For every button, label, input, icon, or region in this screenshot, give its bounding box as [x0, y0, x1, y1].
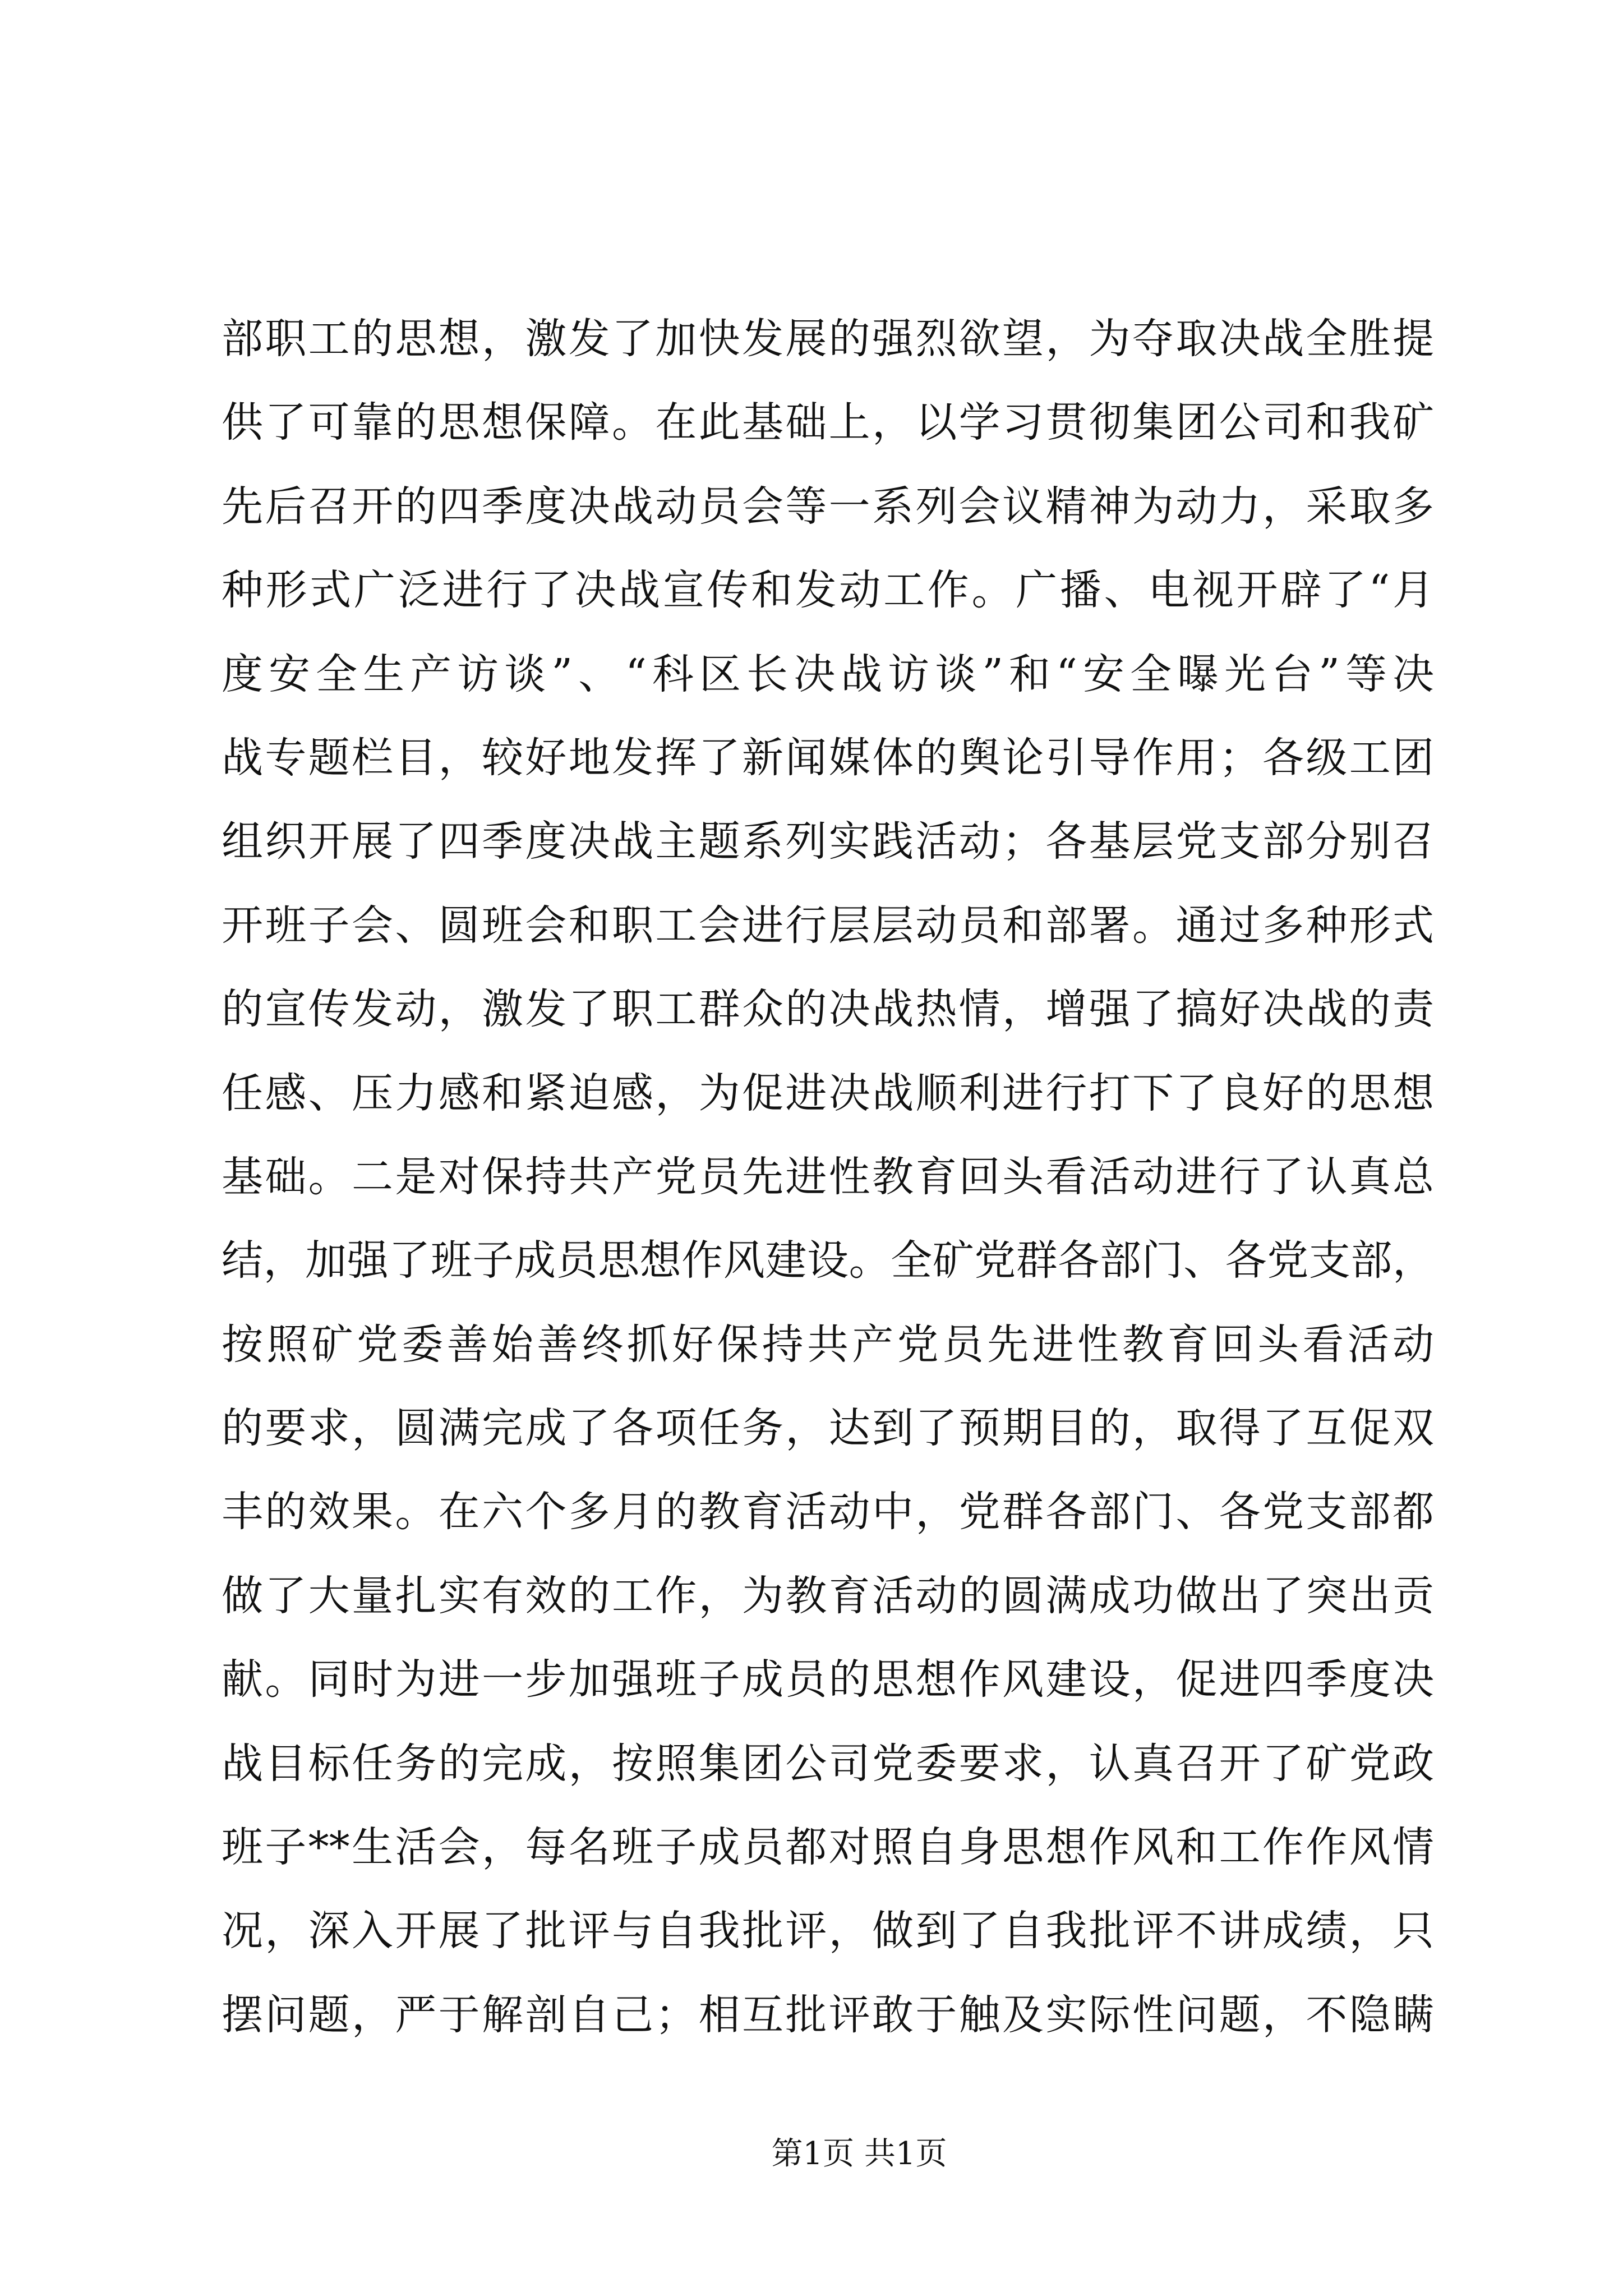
text-line: 先后召开的四季度决战动员会等一系列会议精神为动力，采取多 [222, 482, 1434, 531]
text-line: 丰的效果。在六个多月的教育活动中，党群各部门、各党支部都 [222, 1488, 1434, 1536]
text-line: 战目标任务的完成，按照集团公司党委要求，认真召开了矿党政 [222, 1739, 1434, 1788]
text-line: 的宣传发动，激发了职工群众的决战热情，增强了搞好决战的责 [222, 985, 1434, 1034]
text-line: 结，加强了班子成员思想作风建设。全矿党群各部门、各党支部， [222, 1236, 1434, 1285]
text-line: 度安全生产访谈”、“科区长决战访谈”和“安全曝光台”等决 [222, 650, 1434, 698]
text-line: 的要求，圆满完成了各项任务，达到了预期目的，取得了互促双 [222, 1404, 1434, 1453]
text-line: 种形式广泛进行了决战宣传和发动工作。广播、电视开辟了“月 [222, 566, 1434, 615]
text-line: 摆问题，严于解剖自己；相互批评敢于触及实际性问题，不隐瞒 [222, 1990, 1434, 2039]
text-line: 组织开展了四季度决战主题系列实践活动；各基层党支部分别召 [222, 817, 1434, 866]
text-line: 班子**生活会，每名班子成员都对照自身思想作风和工作作风情 [222, 1823, 1434, 1872]
text-line: 供了可靠的思想保障。在此基础上，以学习贯彻集团公司和我矿 [222, 398, 1434, 447]
text-line: 况，深入开展了批评与自我批评，做到了自我批评不讲成绩，只 [222, 1907, 1434, 1955]
page-number-footer: 第1页 共1页 [771, 2136, 947, 2172]
text-line: 做了大量扎实有效的工作，为教育活动的圆满成功做出了突出贡 [222, 1571, 1434, 1620]
text-line: 战专题栏目，较好地发挥了新闻媒体的舆论引导作用；各级工团 [222, 733, 1434, 782]
text-line: 任感、压力感和紧迫感，为促进决战顺利进行打下了良好的思想 [222, 1069, 1434, 1117]
text-line: 部职工的思想，激发了加快发展的强烈欲望，为夺取决战全胜提 [222, 315, 1434, 363]
text-line: 按照矿党委善始善终抓好保持共产党员先进性教育回头看活动 [222, 1320, 1434, 1369]
text-line: 献。同时为进一步加强班子成员的思想作风建设，促进四季度决 [222, 1655, 1434, 1704]
text-line: 基础。二是对保持共产党员先进性教育回头看活动进行了认真总 [222, 1152, 1434, 1201]
text-line: 开班子会、圆班会和职工会进行层层动员和部署。通过多种形式 [222, 901, 1434, 950]
body-text [222, 297, 1434, 2057]
